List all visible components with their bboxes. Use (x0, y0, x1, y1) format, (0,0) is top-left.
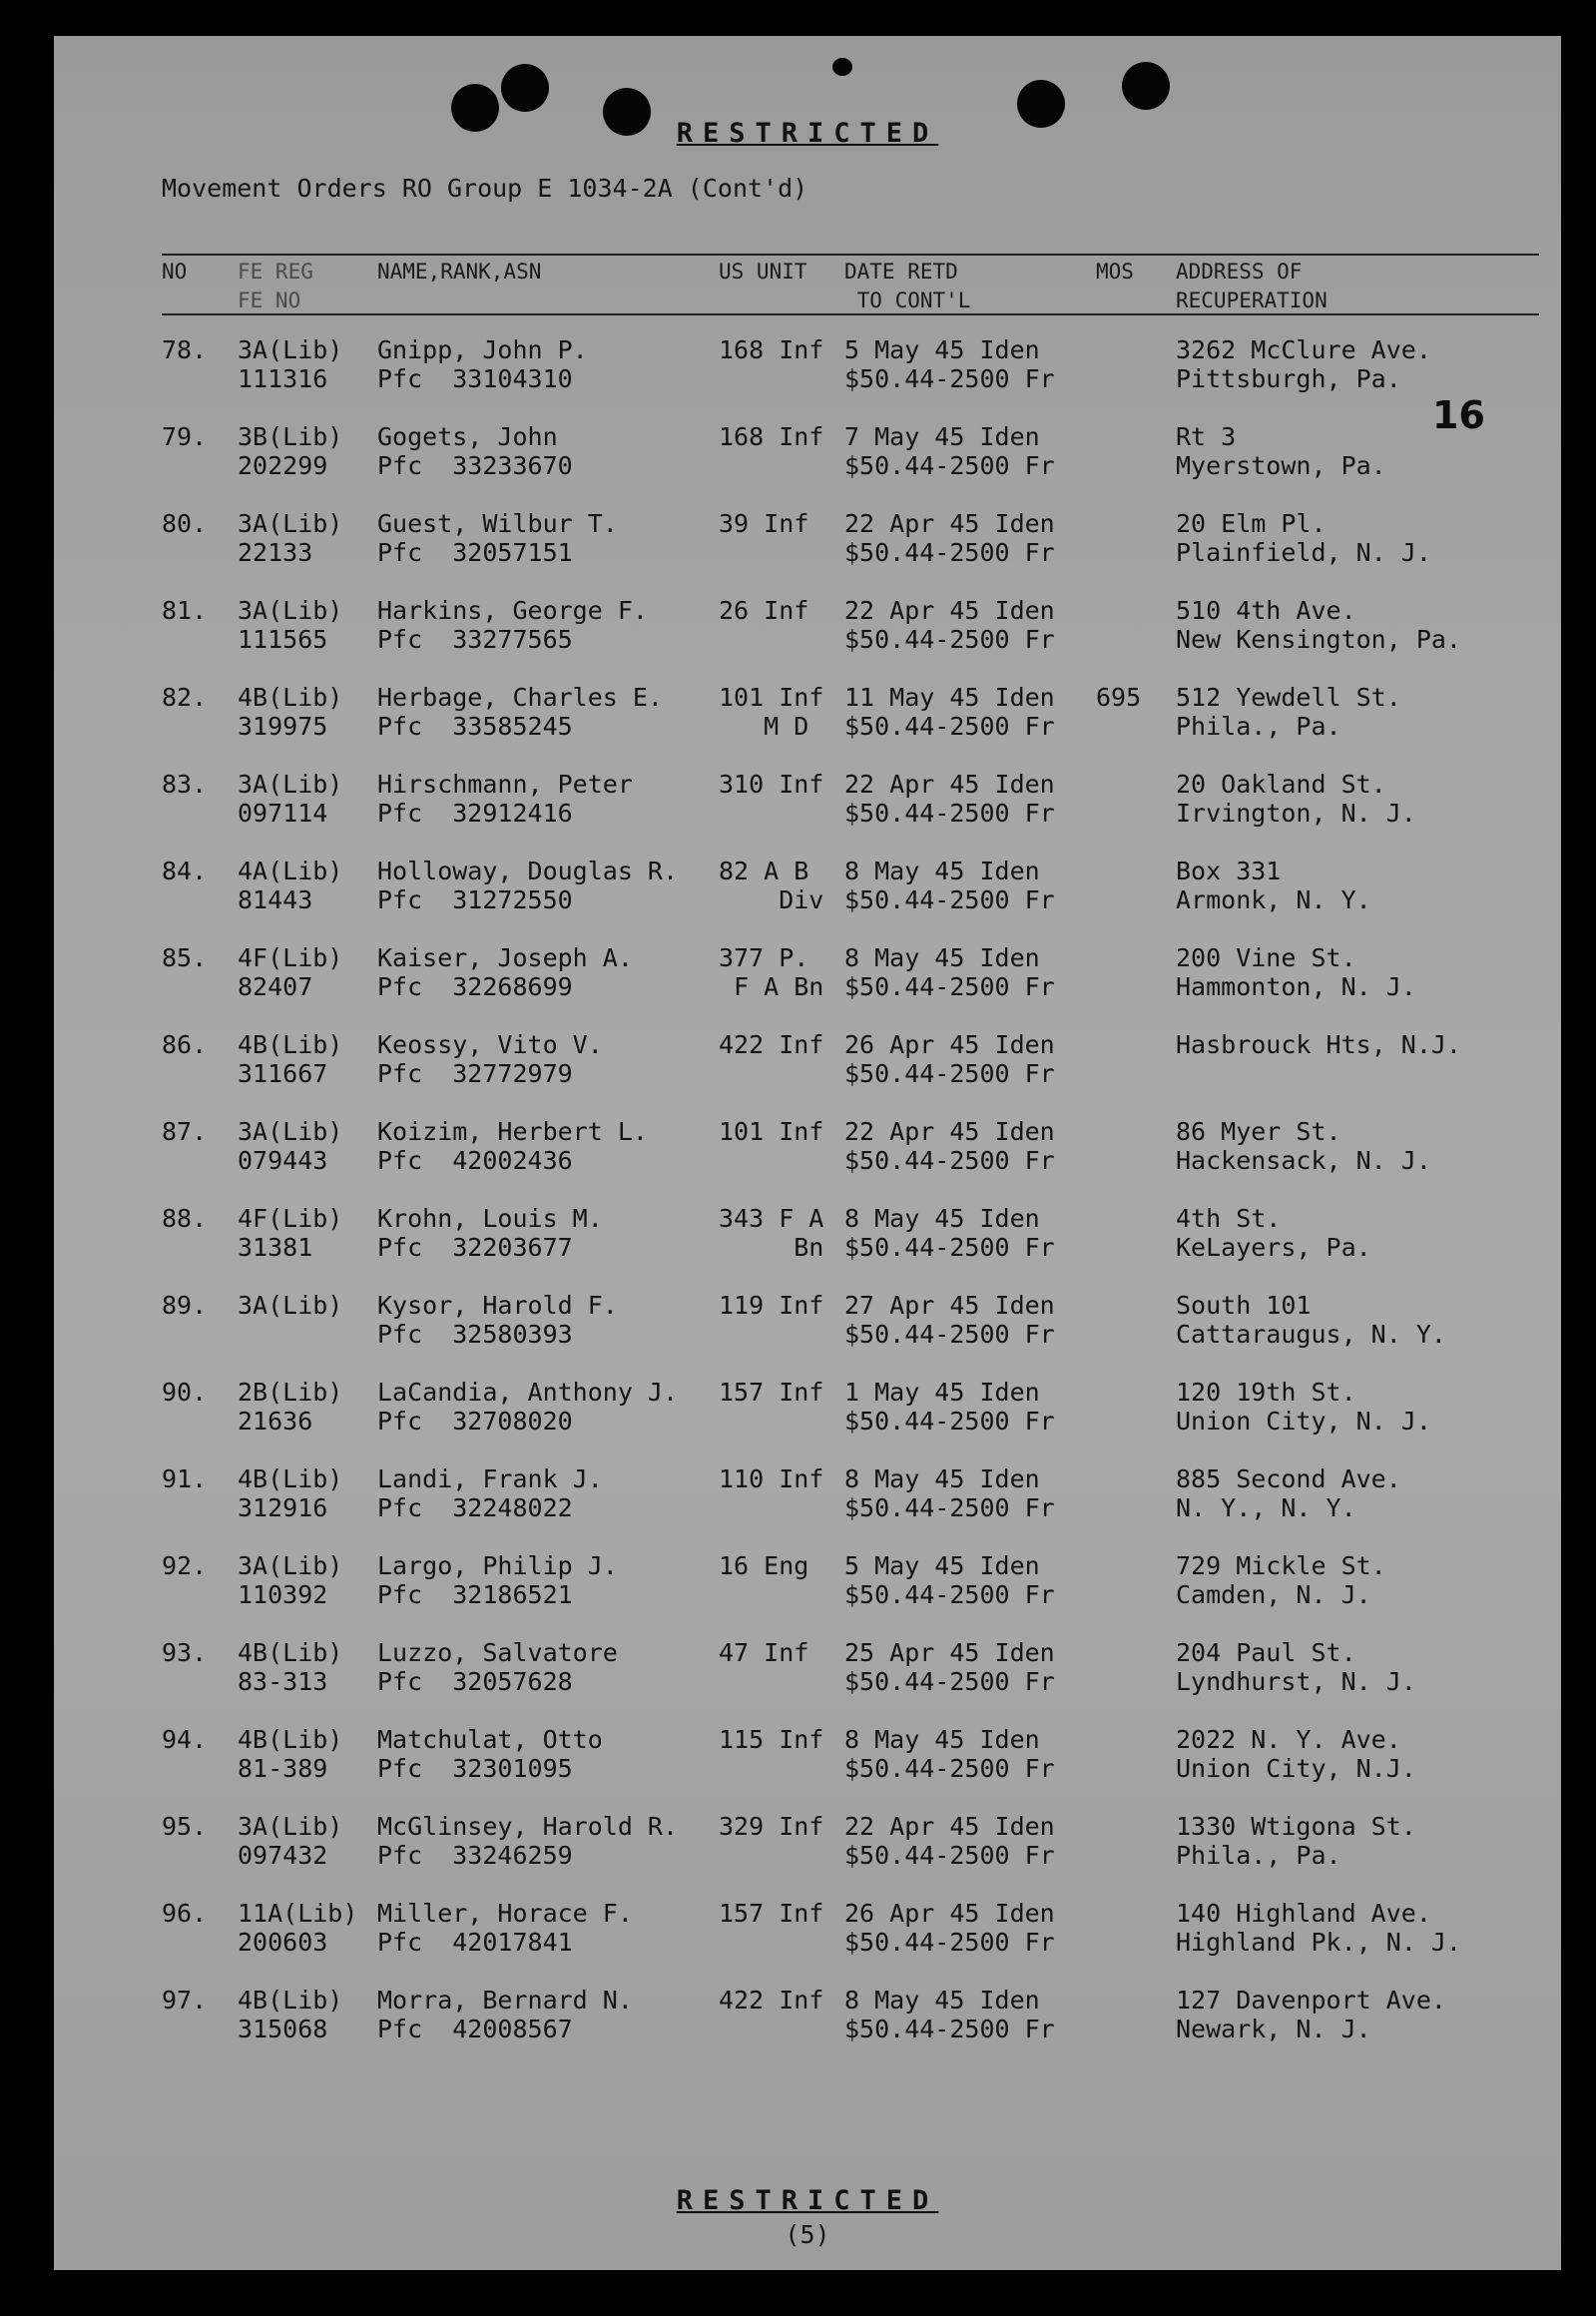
row-number: 96. (162, 1899, 208, 1928)
reg-number: 4B(Lib) 315068 (238, 1986, 343, 2043)
return-date: 22 Apr 45 Iden $50.44-2500 Fr (844, 509, 1055, 567)
reg-number: 4F(Lib) 31381 (238, 1204, 343, 1262)
row-number: 80. (162, 509, 208, 538)
address: 120 19th St. Union City, N. J. (1176, 1378, 1431, 1436)
unit: 377 P. F A Bn (719, 943, 824, 1001)
row-number: 97. (162, 1986, 208, 2015)
row-number: 95. (162, 1812, 208, 1841)
unit: 310 Inf (719, 770, 824, 799)
unit: 16 Eng (719, 1551, 809, 1580)
unit: 26 Inf (719, 596, 809, 625)
unit: 101 Inf M D (719, 683, 824, 741)
reg-number: 4B(Lib) 312916 (238, 1464, 343, 1522)
soldier-name: Gnipp, John P. Pfc 33104310 (377, 335, 588, 393)
address: 3262 McClure Ave. Pittsburgh, Pa. (1176, 335, 1431, 393)
soldier-name: Guest, Wilbur T. Pfc 32057151 (377, 509, 618, 567)
row-number: 78. (162, 335, 208, 364)
footer-page-number: (5) (785, 2220, 830, 2249)
column-header-date: DATE RETD TO CONT'L (844, 260, 971, 312)
address: Box 331 Armonk, N. Y. (1176, 857, 1371, 914)
reg-number: 3A(Lib) 097432 (238, 1812, 343, 1870)
address: 20 Elm Pl. Plainfield, N. J. (1176, 509, 1431, 567)
row-number: 85. (162, 943, 208, 972)
address: 729 Mickle St. Camden, N. J. (1176, 1551, 1386, 1609)
soldier-name: Matchulat, Otto Pfc 32301095 (377, 1725, 603, 1783)
unit: 422 Inf (719, 1986, 824, 2015)
soldier-name: Koizim, Herbert L. Pfc 42002436 (377, 1117, 648, 1175)
column-header-address: ADDRESS OF RECUPERATION (1176, 260, 1328, 312)
row-number: 86. (162, 1030, 208, 1059)
address: South 101 Cattaraugus, N. Y. (1176, 1291, 1446, 1349)
unit: 47 Inf (719, 1638, 809, 1667)
punch-hole (1122, 62, 1170, 110)
return-date: 27 Apr 45 Iden $50.44-2500 Fr (844, 1291, 1055, 1349)
reg-number: 3A(Lib) 110392 (238, 1551, 343, 1609)
return-date: 26 Apr 45 Iden $50.44-2500 Fr (844, 1030, 1055, 1088)
reg-number: 2B(Lib) 21636 (238, 1378, 343, 1436)
return-date: 22 Apr 45 Iden $50.44-2500 Fr (844, 596, 1055, 654)
return-date: 8 May 45 Iden $50.44-2500 Fr (844, 857, 1055, 914)
row-number: 90. (162, 1378, 208, 1407)
return-date: 25 Apr 45 Iden $50.44-2500 Fr (844, 1638, 1055, 1696)
soldier-name: McGlinsey, Harold R. Pfc 33246259 (377, 1812, 679, 1870)
row-number: 91. (162, 1464, 208, 1493)
unit: 168 Inf (719, 335, 824, 364)
unit: 157 Inf (719, 1378, 824, 1407)
unit: 110 Inf (719, 1464, 824, 1493)
row-number: 87. (162, 1117, 208, 1146)
soldier-name: Largo, Philip J. Pfc 32186521 (377, 1551, 618, 1609)
unit: 101 Inf (719, 1117, 824, 1146)
return-date: 22 Apr 45 Iden $50.44-2500 Fr (844, 1117, 1055, 1175)
row-number: 82. (162, 683, 208, 712)
return-date: 22 Apr 45 Iden $50.44-2500 Fr (844, 770, 1055, 828)
soldier-name: Hirschmann, Peter Pfc 32912416 (377, 770, 633, 828)
return-date: 26 Apr 45 Iden $50.44-2500 Fr (844, 1899, 1055, 1957)
address: Hasbrouck Hts, N.J. (1176, 1030, 1461, 1059)
column-header-name: NAME,RANK,ASN (377, 260, 542, 284)
return-date: 8 May 45 Iden $50.44-2500 Fr (844, 1986, 1055, 2043)
return-date: 11 May 45 Iden $50.44-2500 Fr (844, 683, 1055, 741)
address: 140 Highland Ave. Highland Pk., N. J. (1176, 1899, 1461, 1957)
soldier-name: Miller, Horace F. Pfc 42017841 (377, 1899, 633, 1957)
unit: 115 Inf (719, 1725, 824, 1754)
column-header-unit: US UNIT (719, 260, 807, 284)
restricted-header: RESTRICTED (676, 118, 939, 149)
address: 200 Vine St. Hammonton, N. J. (1176, 943, 1416, 1001)
row-number: 92. (162, 1551, 208, 1580)
punch-hole (832, 58, 852, 76)
unit: 157 Inf (719, 1899, 824, 1928)
address: 4th St. KeLayers, Pa. (1176, 1204, 1371, 1262)
soldier-name: Harkins, George F. Pfc 33277565 (377, 596, 648, 654)
address: 512 Yewdell St. Phila., Pa. (1176, 683, 1401, 741)
unit: 39 Inf (719, 509, 809, 538)
soldier-name: Landi, Frank J. Pfc 32248022 (377, 1464, 603, 1522)
row-number: 88. (162, 1204, 208, 1233)
return-date: 5 May 45 Iden $50.44-2500 Fr (844, 1551, 1055, 1609)
row-number: 89. (162, 1291, 208, 1320)
soldier-name: Morra, Bernard N. Pfc 42008567 (377, 1986, 633, 2043)
reg-number: 3A(Lib) 079443 (238, 1117, 343, 1175)
soldier-name: Herbage, Charles E. Pfc 33585245 (377, 683, 663, 741)
reg-number: 3B(Lib) 202299 (238, 422, 343, 480)
soldier-name: Luzzo, Salvatore Pfc 32057628 (377, 1638, 618, 1696)
reg-number: 3A(Lib) 111565 (238, 596, 343, 654)
reg-number: 4B(Lib) 319975 (238, 683, 343, 741)
address: 20 Oakland St. Irvington, N. J. (1176, 770, 1416, 828)
soldier-name: Holloway, Douglas R. Pfc 31272550 (377, 857, 679, 914)
reg-number: 4B(Lib) 311667 (238, 1030, 343, 1088)
unit: 82 A B Div (719, 857, 824, 914)
restricted-footer: RESTRICTED (676, 2185, 939, 2216)
unit: 119 Inf (719, 1291, 824, 1320)
reg-number: 3A(Lib) 22133 (238, 509, 343, 567)
soldier-name: LaCandia, Anthony J. Pfc 32708020 (377, 1378, 679, 1436)
row-number: 83. (162, 770, 208, 799)
unit: 168 Inf (719, 422, 824, 451)
address: 2022 N. Y. Ave. Union City, N.J. (1176, 1725, 1416, 1783)
return-date: 8 May 45 Iden $50.44-2500 Fr (844, 1204, 1055, 1262)
document-subtitle: Movement Orders RO Group E 1034-2A (Cont'd) (162, 174, 808, 203)
page-stamp-number: 16 (1432, 393, 1485, 437)
table-top-rule (162, 254, 1539, 256)
reg-number: 3A(Lib) 097114 (238, 770, 343, 828)
reg-number: 4B(Lib) 83-313 (238, 1638, 343, 1696)
unit: 343 F A Bn (719, 1204, 824, 1262)
reg-number: 3A(Lib) (238, 1291, 343, 1320)
reg-number: 4F(Lib) 82407 (238, 943, 343, 1001)
punch-hole (501, 64, 549, 112)
column-header-reg: FE REG FE NO (238, 260, 313, 312)
return-date: 8 May 45 Iden $50.44-2500 Fr (844, 943, 1055, 1001)
soldier-name: Kaiser, Joseph A. Pfc 32268699 (377, 943, 633, 1001)
document-page (54, 36, 1561, 2270)
reg-number: 4A(Lib) 81443 (238, 857, 343, 914)
mos: 695 (1096, 683, 1142, 712)
address: 127 Davenport Ave. Newark, N. J. (1176, 1986, 1446, 2043)
unit: 329 Inf (719, 1812, 824, 1841)
reg-number: 11A(Lib) 200603 (238, 1899, 358, 1957)
soldier-name: Keossy, Vito V. Pfc 32772979 (377, 1030, 603, 1088)
soldier-name: Krohn, Louis M. Pfc 32203677 (377, 1204, 603, 1262)
row-number: 94. (162, 1725, 208, 1754)
return-date: 7 May 45 Iden $50.44-2500 Fr (844, 422, 1055, 480)
table-header-rule (162, 313, 1539, 315)
address: 86 Myer St. Hackensack, N. J. (1176, 1117, 1431, 1175)
return-date: 5 May 45 Iden $50.44-2500 Fr (844, 335, 1055, 393)
address: Rt 3 Myerstown, Pa. (1176, 422, 1386, 480)
row-number: 93. (162, 1638, 208, 1667)
return-date: 8 May 45 Iden $50.44-2500 Fr (844, 1464, 1055, 1522)
reg-number: 4B(Lib) 81-389 (238, 1725, 343, 1783)
column-header-mos: MOS (1096, 260, 1134, 284)
soldier-name: Kysor, Harold F. Pfc 32580393 (377, 1291, 618, 1349)
return-date: 8 May 45 Iden $50.44-2500 Fr (844, 1725, 1055, 1783)
address: 885 Second Ave. N. Y., N. Y. (1176, 1464, 1401, 1522)
address: 510 4th Ave. New Kensington, Pa. (1176, 596, 1461, 654)
return-date: 1 May 45 Iden $50.44-2500 Fr (844, 1378, 1055, 1436)
reg-number: 3A(Lib) 111316 (238, 335, 343, 393)
row-number: 81. (162, 596, 208, 625)
column-header-no: NO (162, 260, 188, 284)
row-number: 84. (162, 857, 208, 885)
address: 204 Paul St. Lyndhurst, N. J. (1176, 1638, 1416, 1696)
row-number: 79. (162, 422, 208, 451)
address: 1330 Wtigona St. Phila., Pa. (1176, 1812, 1416, 1870)
unit: 422 Inf (719, 1030, 824, 1059)
return-date: 22 Apr 45 Iden $50.44-2500 Fr (844, 1812, 1055, 1870)
soldier-name: Gogets, John Pfc 33233670 (377, 422, 573, 480)
